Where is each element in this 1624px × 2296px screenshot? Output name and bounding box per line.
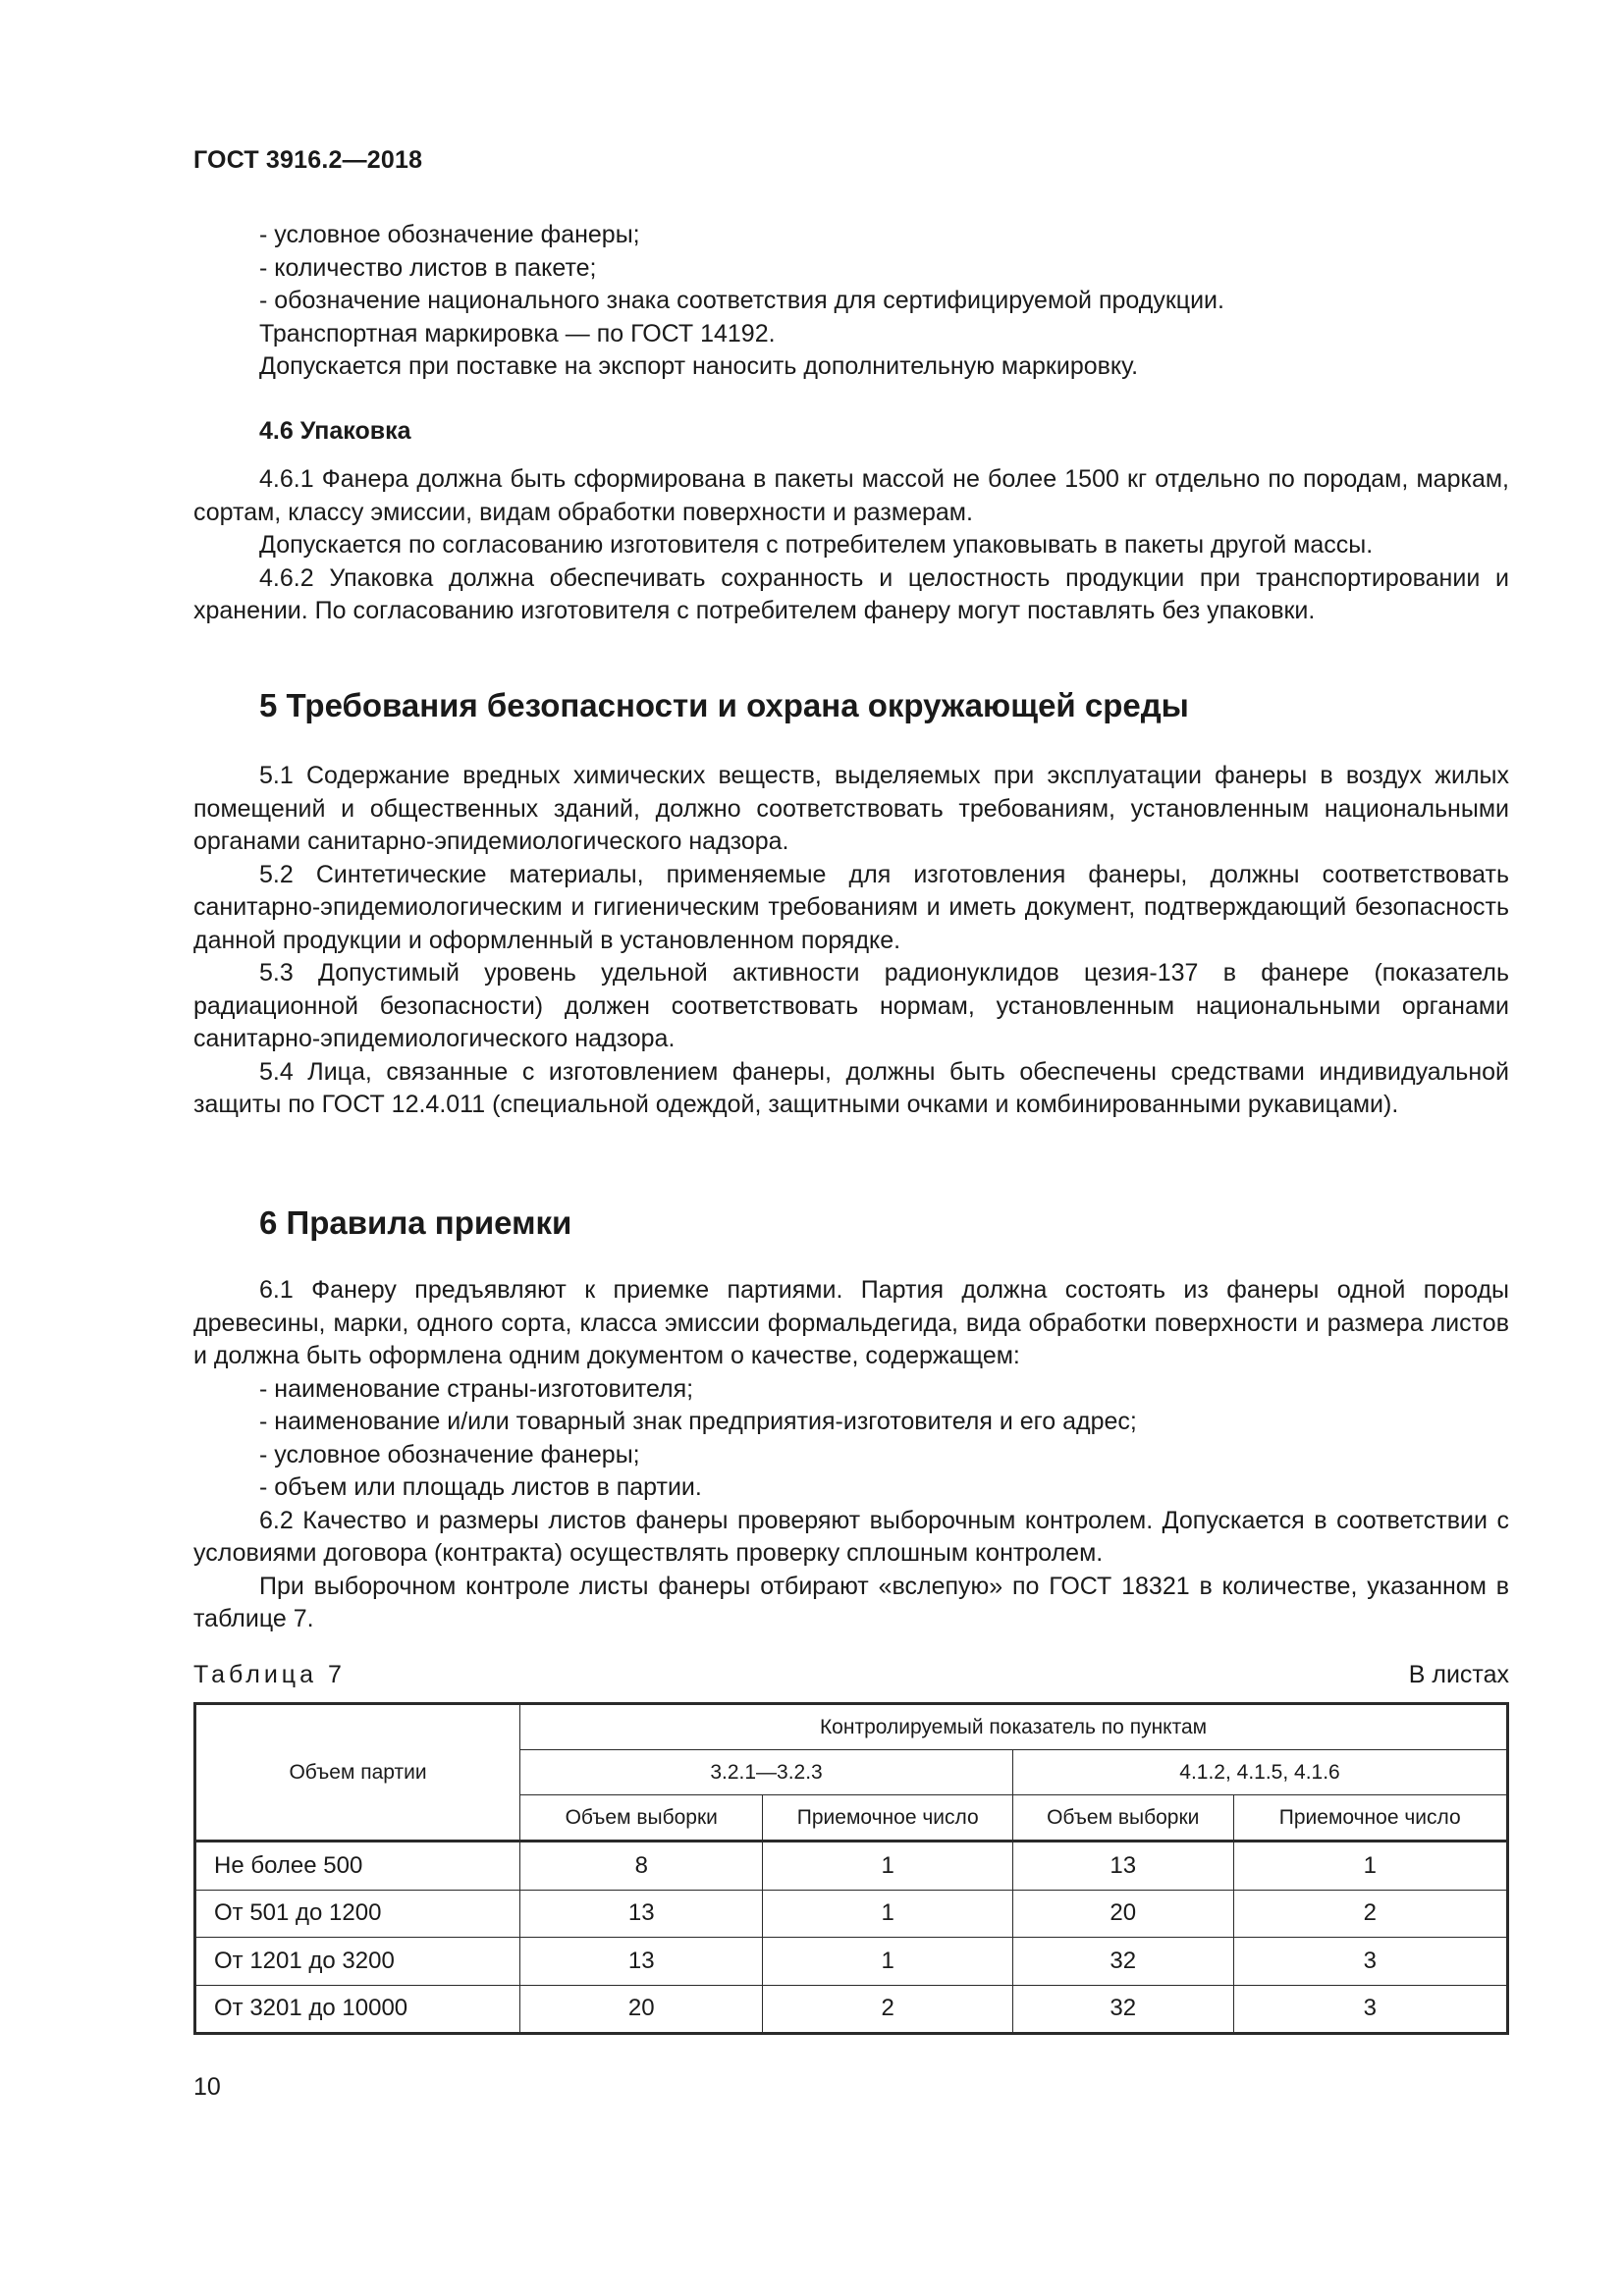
page-number: 10 (193, 2073, 221, 2101)
list-item: - условное обозначение фанеры; (259, 221, 640, 248)
cell-b-size: 32 (1013, 1938, 1234, 1986)
list-item: - условное обозначение фанеры; (259, 1440, 640, 1468)
cell-b-acc: 3 (1233, 1938, 1508, 1986)
subsection-title: 4.6 Упаковка (259, 417, 411, 445)
table-7 (193, 1702, 1509, 2035)
header-acceptance-b: Приемочное число (1233, 1795, 1508, 1842)
paragraph: 5.3 Допустимый уровень удельной активности радионуклидов цезия-137 в фанере (показатель радиационной безопасности) должен соответствовать нормам, установленным национальными органами санитарно-эпидемиологического надзора. (193, 959, 1509, 1052)
cell-a-acc: 1 (763, 1938, 1013, 1986)
cell-b-size: 20 (1013, 1890, 1234, 1938)
table-row (195, 1890, 1508, 1938)
paragraph: 5.2 Синтетические материалы, применяемые для изготовления фанеры, должны соответствовать санитарно-эпидемиологическим и гигиеническим требованиям и иметь документ, подтверждающий безопасность данной продукции и оформленный в установленном порядке. (193, 860, 1509, 954)
cell-a-acc: 1 (763, 1842, 1013, 1891)
list-item: - объем или площадь листов в партии. (259, 1473, 702, 1501)
text-line: Допускается при поставке на экспорт наносить дополнительную маркировку. (259, 352, 1139, 380)
section-title: 5 Требования безопасности и охрана окружающей среды (259, 687, 1189, 723)
text-line: Транспортная маркировка — по ГОСТ 14192. (259, 319, 776, 347)
table-caption-row (193, 1661, 1509, 1694)
section-6-body (193, 1274, 1509, 1636)
list-item: - наименование и/или товарный знак предприятия-изготовителя и его адрес; (259, 1408, 1137, 1435)
section-4-6-body (193, 463, 1509, 628)
cell-a-size: 20 (520, 1985, 763, 2034)
table-caption: Таблица 7 (193, 1661, 346, 1688)
paragraph: 6.1 Фанеру предъявляют к приемке партиями. Партия должна состоять из фанеры одной породы древесины, марки, одного сорта, класса эмиссии формальдегида, вида обработки поверхности и размера листов и должна быть оформлена одним документом о качестве, содержащем: (193, 1276, 1509, 1369)
paragraph: 4.6.1 Фанера должна быть сформирована в пакеты массой не более 1500 кг отдельно по породам, маркам, сортам, классу эмиссии, видам обработки поверхности и размерам. (193, 465, 1509, 526)
cell-a-size: 8 (520, 1842, 763, 1891)
header-sample-size-a: Объем выборки (520, 1795, 763, 1842)
header-batch-volume: Объем партии (195, 1704, 520, 1842)
header-clauses-a: 3.2.1—3.2.3 (520, 1750, 1013, 1795)
paragraph: 5.1 Содержание вредных химических веществ, выделяемых при эксплуатации фанеры в воздух жилых помещений и общественных зданий, должно соответствовать требованиям, установленным национальными органами санитарно-эпидемиологического надзора. (193, 762, 1509, 855)
table-row (195, 1938, 1508, 1986)
cell-a-size: 13 (520, 1890, 763, 1938)
cell-batch: От 1201 до 3200 (195, 1938, 520, 1986)
section-title: 6 Правила приемки (259, 1204, 572, 1241)
cell-b-acc: 2 (1233, 1890, 1508, 1938)
section-4-6 (193, 415, 1509, 449)
table-row (195, 1842, 1508, 1891)
intro-block (193, 219, 1509, 384)
cell-a-size: 13 (520, 1938, 763, 1986)
table-row (195, 1985, 1508, 2034)
cell-batch: От 501 до 1200 (195, 1890, 520, 1938)
cell-b-size: 13 (1013, 1842, 1234, 1891)
cell-b-size: 32 (1013, 1985, 1234, 2034)
list-item: - количество листов в пакете; (259, 253, 597, 282)
paragraph: Допускается по согласованию изготовителя с потребителем упаковывать в пакеты другой массы. (259, 531, 1374, 559)
header-clauses-b: 4.1.2, 4.1.5, 4.1.6 (1013, 1750, 1508, 1795)
cell-batch: Не более 500 (195, 1842, 520, 1891)
list-item: - обозначение национального знака соответствия для сертифицируемой продукции. (259, 287, 1224, 314)
table-units: В листах (1408, 1661, 1509, 1688)
list-item: - наименование страны-изготовителя; (259, 1374, 694, 1403)
document-header: ГОСТ 3916.2—2018 (193, 146, 423, 174)
cell-batch: От 3201 до 10000 (195, 1985, 520, 2034)
paragraph: 5.4 Лица, связанные с изготовлением фанеры, должны быть обеспечены средствами индивидуальной защиты по ГОСТ 12.4.011 (специальной одеждой, защитными очками и комбинированными рукавицами). (193, 1057, 1509, 1118)
paragraph: 6.2 Качество и размеры листов фанеры проверяют выборочным контролем. Допускается в соответствии с условиями договора (контракта) осуществлять проверку сплошным контролем. (193, 1506, 1509, 1567)
cell-a-acc: 1 (763, 1890, 1013, 1938)
cell-a-acc: 2 (763, 1985, 1013, 2034)
cell-b-acc: 3 (1233, 1985, 1508, 2034)
paragraph: 4.6.2 Упаковка должна обеспечивать сохранность и целостность продукции при транспортировании и хранении. По согласованию изготовителя с потребителем фанеру могут поставлять без упаковки. (193, 563, 1509, 624)
cell-b-acc: 1 (1233, 1842, 1508, 1891)
header-controlled-indicator: Контролируемый показатель по пунктам (520, 1704, 1508, 1750)
header-acceptance-a: Приемочное число (763, 1795, 1013, 1842)
header-sample-size-b: Объем выборки (1013, 1795, 1234, 1842)
paragraph: При выборочном контроле листы фанеры отбирают «вслепую» по ГОСТ 18321 в количестве, указанном в таблице 7. (193, 1572, 1509, 1632)
section-5-body (193, 760, 1509, 1122)
